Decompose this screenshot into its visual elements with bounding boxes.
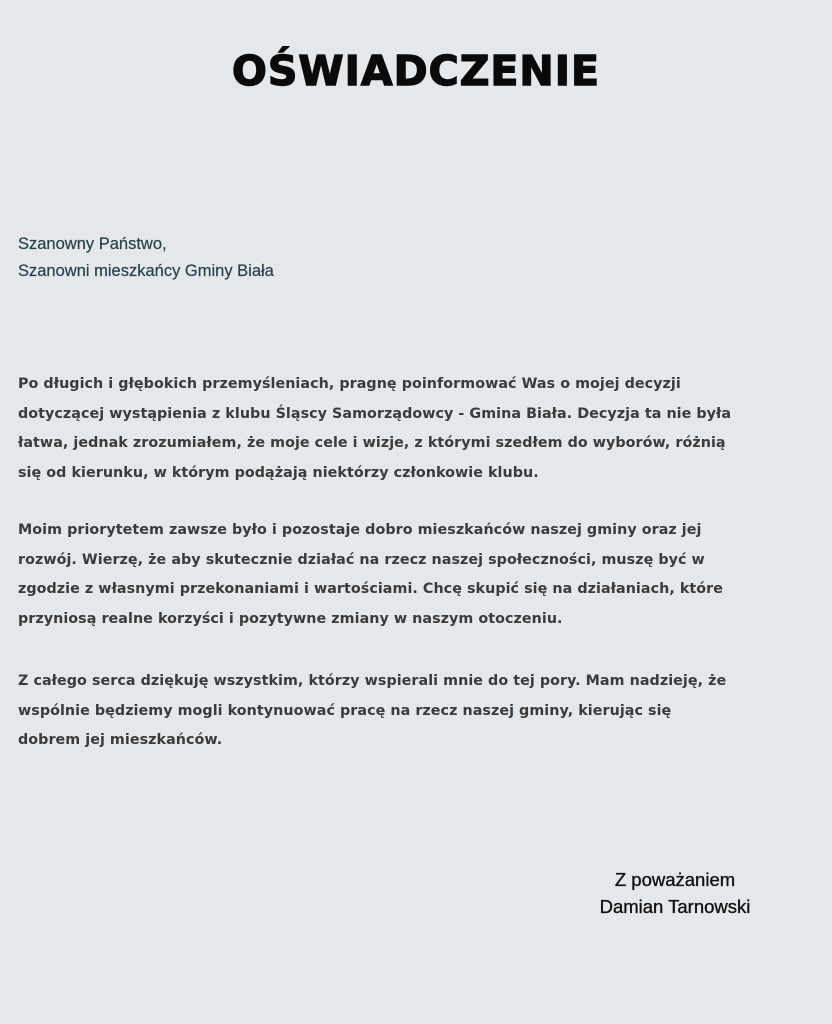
signature-block <box>560 866 790 920</box>
paragraph-line: dobrem jej mieszkańców. <box>18 732 223 748</box>
paragraph-thanks <box>18 667 818 756</box>
paragraph-line: się od kierunku, w którym podążają niektórzy członkowie klubu. <box>18 464 539 481</box>
greeting-line: Szanowny Państwo, <box>18 235 167 253</box>
paragraph-line: Z całego serca dziękuję wszystkim, którzy wspierali mnie do tej pory. Mam nadzieję, że <box>18 673 727 689</box>
paragraph-line: zgodzie z własnymi przekonaniami i wartościami. Chcę skupić się na działaniach, które <box>18 581 723 597</box>
signature-name: Damian Tarnowski <box>599 896 751 917</box>
paragraph-line: łatwa, jednak zrozumiałem, że moje cele i wizje, z którymi szedłem do wyborów, różnią <box>18 435 726 451</box>
paragraph-line: przyniosą realne korzyści i pozytywne zmiany w naszym otoczeniu. <box>18 610 563 627</box>
greeting <box>18 231 274 285</box>
paragraph-line: rozwój. Wierzę, że aby skutecznie działać na rzecz naszej społeczności, muszę być w <box>18 551 705 568</box>
paragraph-line: wspólnie będziemy mogli kontynuować pracę na rzecz naszej gminy, kierując się <box>18 702 672 719</box>
paragraph-line: dotyczącej wystąpienia z klubu Śląscy Samorządowcy - Gmina Biała. Decyzja ta nie była <box>18 405 732 422</box>
paragraph-priorities <box>18 516 818 634</box>
signature-closing: Z poważaniem <box>614 869 736 890</box>
paragraph-decision <box>18 370 818 488</box>
greeting-line: Szanowni mieszkańcy Gminy Biała <box>18 262 274 280</box>
paragraph-line: Po długich i głębokich przemyśleniach, pragnę poinformować Was o mojej decyzji <box>18 376 681 392</box>
document-title: OŚWIADCZENIE <box>231 47 601 95</box>
paragraph-line: Moim priorytetem zawsze było i pozostaje dobro mieszkańców naszej gminy oraz jej <box>18 522 702 538</box>
